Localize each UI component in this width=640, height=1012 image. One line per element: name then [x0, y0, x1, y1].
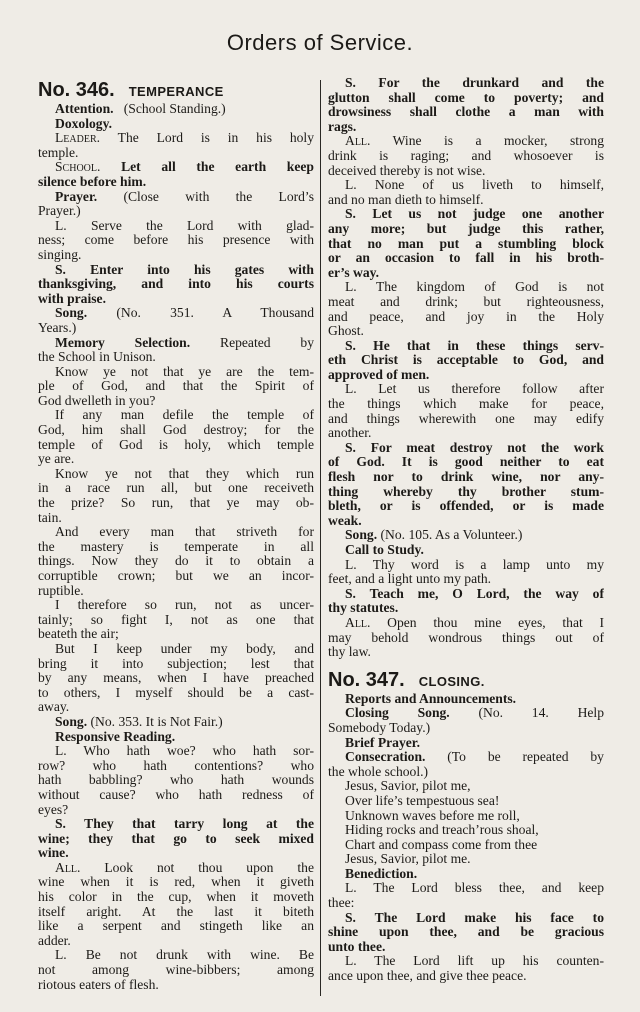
hymn-line: Jesus, Savior, pilot me, — [345, 779, 471, 794]
memory-line-2: the School in Unison. — [38, 350, 156, 365]
text-line: corruptible crown; but we an incor- — [38, 569, 314, 583]
text-line: eth Christ is acceptable to God, and — [328, 353, 604, 368]
text-line: thy statutes. — [328, 601, 399, 616]
text-line: thee: — [328, 896, 355, 911]
text-line: beateth the air; — [38, 627, 119, 642]
brief-prayer-line: Brief Prayer. — [345, 735, 420, 750]
prayer-line: Prayer. (Close with the Lord’s — [55, 189, 314, 204]
text-line: weak. — [328, 513, 362, 528]
text-line: in a race run all, but one receiveth — [38, 481, 314, 496]
song-line: Song. (No. 105. As a Volunteer.) — [345, 528, 523, 543]
section-347-heading — [328, 668, 604, 692]
text-line: S. The Lord make his face to — [345, 910, 604, 925]
text-line: thing whereby thy brother stum- — [328, 484, 604, 499]
section-title: TEMPERANCE — [128, 84, 224, 99]
all-line: All. Open thou mine eyes, that I — [345, 615, 604, 630]
text-line: tainly; so fight I, not as one that — [38, 612, 314, 627]
text-line: meat and drink; but righteousness, — [328, 294, 604, 309]
section-title: CLOSING. — [418, 673, 485, 689]
text-line: singing. — [38, 247, 82, 262]
consecration-line-2: the whole school.) — [328, 764, 429, 779]
hymn-line: Chart and compass come from thee — [345, 837, 538, 852]
memory-line: Memory Selection. Repeated by — [55, 335, 314, 350]
text-line: approved of men. — [328, 367, 430, 382]
song-line-2: Years.) — [38, 320, 77, 335]
all-line: All. Look not thou upon the — [55, 860, 314, 875]
text-line: and peace, and joy in the Holy — [328, 309, 604, 324]
prayer-line-2: Prayer.) — [38, 204, 81, 219]
text-line: wine when it is red, when it giveth — [38, 875, 314, 890]
text-line: flesh nor to drink wine, nor any- — [328, 470, 604, 485]
text-line: And every man that striveth for — [55, 525, 314, 540]
school-line: School. Let all the earth keep — [55, 160, 314, 175]
hymn-line: Over life’s tempestuous sea! — [345, 793, 500, 808]
text-line: L. Thy word is a lamp unto my — [345, 557, 604, 572]
reports-line: Reports and Announcements. — [345, 691, 517, 706]
section-number: No. 347. — [328, 668, 405, 691]
page-title: Orders of Service. — [226, 30, 414, 55]
text-line: ness; come before his presence with — [38, 233, 314, 248]
text-line: If any man defile the temple of — [55, 408, 314, 423]
text-line: riotous eaters of flesh. — [38, 977, 159, 992]
text-line: L. Serve the Lord with glad- — [55, 218, 314, 233]
text-line: and no man dieth to himself. — [328, 192, 484, 207]
benediction-line: Benediction. — [345, 866, 418, 881]
text-line: feet, and a light unto my path. — [328, 572, 492, 587]
text-line: ance upon thee, and give thee peace. — [328, 969, 527, 984]
call-to-study-line: Call to Study. — [345, 543, 424, 557]
text-line: wine; they that go to seek mixed — [38, 831, 314, 846]
text-line: er’s way. — [328, 265, 380, 280]
consecration-line: Consecration. (To be repeated by — [345, 750, 604, 765]
text-line: without cause? who hath redness of — [38, 787, 314, 802]
hymn-line: Hiding rocks and treach’rous shoal, — [345, 823, 539, 838]
hymn-line: Unknown waves before me roll, — [345, 808, 520, 823]
text-line: his color in the cup, when it moveth — [38, 890, 314, 905]
text-line: S. He that in these things serv- — [345, 338, 604, 353]
text-line: itself aright. At the last it biteth — [38, 904, 314, 919]
text-line: away. — [38, 700, 70, 715]
text-line: another. — [328, 426, 372, 441]
text-line: glutton shall come to poverty; and — [328, 90, 604, 105]
text-line: wine. — [38, 846, 69, 861]
text-line: the prize? So run, that ye may ob- — [38, 496, 314, 511]
text-line: things. Now they do it to obtain a — [38, 554, 314, 569]
text-line: S. For the drunkard and the — [345, 76, 604, 90]
text-line: ruptible. — [38, 583, 84, 598]
text-line: L. The kingdom of God is not — [345, 280, 604, 295]
section-346-heading — [38, 78, 314, 102]
text-line: tain. — [38, 510, 62, 525]
text-line: drowsiness shall clothe a man with — [328, 105, 604, 120]
text-line: row? who hath contentions? who — [38, 758, 314, 773]
hymn-line: Jesus, Savior, pilot me. — [345, 852, 471, 867]
text-line: may behold wondrous things out of — [328, 630, 604, 645]
text-line: drink is raging; and whosoever is — [328, 148, 604, 163]
text-line: L. The Lord bless thee, and keep — [345, 881, 604, 896]
text-line: God, him shall God destroy; for the — [38, 423, 314, 438]
responsive-reading-line: Responsive Reading. — [55, 729, 176, 744]
text-line: that no man put a stumbling block — [328, 236, 604, 251]
text-line: the mastery is temperate in all — [38, 539, 314, 554]
text-line: Know ye not that they which run — [55, 466, 314, 481]
text-line: ple of God, and that the Spirit of — [38, 379, 314, 394]
text-line: S. Let us not judge one another — [345, 207, 604, 222]
text-line: thanksgiving, and into his courts — [38, 277, 314, 292]
text-line: L. The Lord lift up his counten- — [345, 954, 604, 969]
text-line: the things which make for peace, — [328, 397, 604, 412]
column-divider — [320, 80, 321, 996]
leader-line: Leader. The Lord is in his holy — [55, 131, 314, 146]
text-line: I therefore so run, not as uncer- — [55, 598, 314, 613]
text-line: like a serpent and stingeth like an — [38, 919, 314, 934]
text-line: with praise. — [38, 291, 106, 306]
text-line: not among wine-bibbers; among — [38, 963, 314, 978]
text-line: temple of God is holy, which temple — [38, 437, 314, 452]
text-line: ye are. — [38, 452, 75, 467]
text-line: by any means, when I have preached — [38, 671, 314, 686]
school-line-2: silence before him. — [38, 174, 147, 189]
text-line: hath babbling? who hath wounds — [38, 773, 314, 788]
text-line: L. Be not drunk with wine. Be — [55, 948, 314, 963]
right-column — [328, 76, 604, 984]
text-line: deceived thereby is not wise. — [328, 163, 486, 178]
text-line: bleth, or is offended, or is made — [328, 499, 604, 514]
text-line: or an occasion to fall in his broth- — [328, 251, 604, 266]
text-line: adder. — [38, 933, 71, 948]
left-column — [38, 76, 314, 992]
text-line: shine upon thee, and be gracious — [328, 925, 604, 940]
doxology-line: Doxology. — [55, 116, 113, 131]
section-number: No. 346. — [38, 79, 115, 101]
text-line: unto thee. — [328, 939, 386, 954]
all-line: All. Wine is a mocker, strong — [345, 134, 604, 149]
closing-song-line-2: Somebody Today.) — [328, 720, 431, 735]
text-line: Know ye not that ye are the tem- — [55, 364, 314, 379]
text-line: to others, I myself should be a cast- — [38, 685, 314, 700]
attention-line: Attention. (School Standing.) — [55, 102, 226, 116]
text-line: of God. It is good neither to eat — [328, 455, 604, 470]
text-line: S. For meat destroy not the work — [345, 440, 604, 455]
text-line: L. None of us liveth to himself, — [345, 178, 604, 193]
song-line: Song. (No. 353. It is Not Fair.) — [55, 714, 223, 729]
text-line: bring it into subjection; lest that — [38, 656, 314, 671]
song-line: Song. (No. 351. A Thousand — [55, 306, 314, 321]
text-line: L. Who hath woe? who hath sor- — [55, 744, 314, 759]
text-line: S. They that tarry long at the — [55, 817, 314, 832]
text-line: eyes? — [38, 802, 69, 817]
text-line: S. Enter into his gates with — [55, 262, 314, 277]
text-line: thy law. — [328, 645, 371, 660]
spacer — [328, 660, 604, 666]
text-line: But I keep under my body, and — [55, 641, 314, 656]
text-line: S. Teach me, O Lord, the way of — [345, 586, 604, 601]
text-line: God dwelleth in you? — [38, 393, 156, 408]
text-line: any more; but judge this rather, — [328, 221, 604, 236]
text-line: L. Let us therefore follow after — [345, 382, 604, 397]
closing-song-line: Closing Song. (No. 14. Help — [345, 706, 604, 721]
leader-line-2: temple. — [38, 145, 79, 160]
text-line: rags. — [328, 119, 357, 134]
text-line: and things wherewith one may edify — [328, 411, 604, 426]
text-line: Ghost. — [328, 324, 364, 339]
